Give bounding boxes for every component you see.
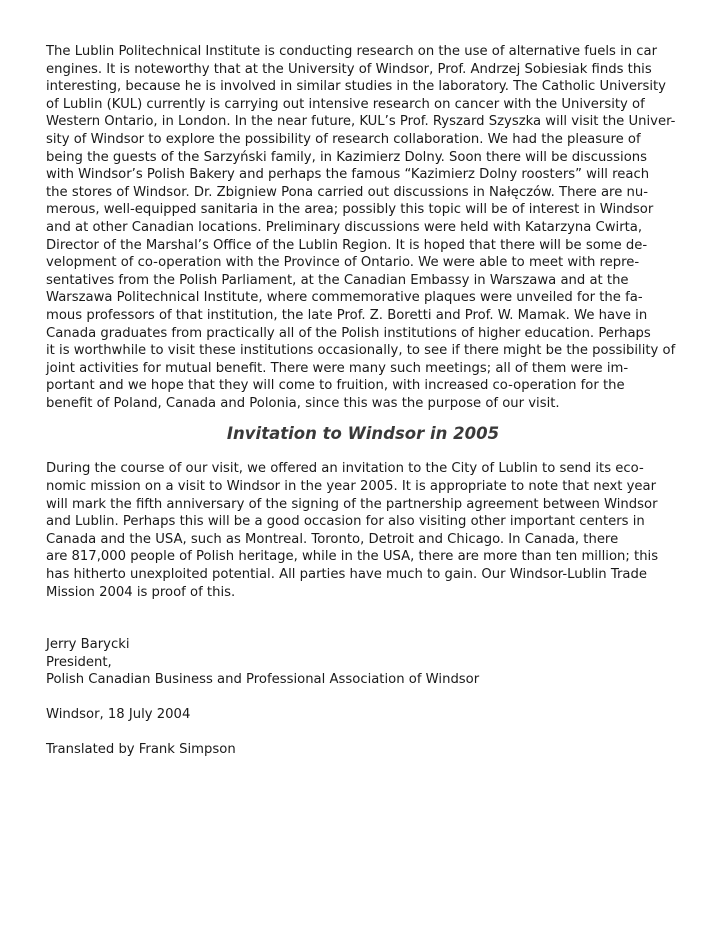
signatory-organization: Polish Canadian Business and Professional Association of Windsor [46, 672, 480, 688]
text-line: velopment of co-operation with the Province of Ontario. We were able to meet with repre- [46, 255, 640, 271]
text-line: Mission 2004 is proof of this. [46, 584, 236, 600]
text-line: and Lublin. Perhaps this will be a good occasion for also visiting other important centers in [46, 514, 645, 530]
text-line: with Windsor’s Polish Bakery and perhaps the famous “Kazimierz Dolny roosters” will reach [46, 167, 650, 183]
text-line: the stores of Windsor. Dr. Zbigniew Pona carried out discussions in Nałęczów. There are nu- [46, 184, 648, 200]
text-line: interesting, because he is involved in similar studies in the laboratory. The Catholic University [46, 79, 666, 95]
section-heading: Invitation to Windsor in 2005 [226, 424, 500, 444]
text-line: Director of the Marshal’s Office of the Lublin Region. It is hoped that there will be some de- [46, 237, 648, 253]
document-page [46, 43, 680, 758]
text-line: mous professors of that institution, the late Prof. Z. Boretti and Prof. W. Mamak. We have in [46, 307, 648, 323]
text-line: will mark the fifth anniversary of the signing of the partnership agreement between Windsor [46, 496, 658, 512]
text-line: engines. It is noteworthy that at the University of Windsor, Prof. Andrzej Sobiesiak finds this [46, 61, 652, 77]
signatory-title: President, [46, 654, 112, 670]
text-line: nomic mission on a visit to Windsor in the year 2005. It is appropriate to note that next year [46, 479, 657, 495]
signature-block [46, 636, 680, 689]
text-line: and at other Canadian locations. Preliminary discussions were held with Katarzyna Cwirta, [46, 219, 643, 235]
text-line: being the guests of the Sarzyński family, in Kazimierz Dolny. Soon there will be discussions [46, 149, 648, 165]
text-line: portant and we hope that they will come to fruition, with increased co-operation for the [46, 378, 625, 394]
translator-credit: Translated by Frank Simpson [46, 741, 236, 757]
text-line: Warszawa Politechnical Institute, where commemorative plaques were unveiled for the fa- [46, 290, 643, 306]
body-paragraph-invitation [46, 460, 680, 601]
text-line: it is worthwhile to visit these institutions occasionally, to see if there might be the possibility of [46, 343, 676, 359]
body-paragraph-research [46, 43, 680, 412]
text-line: of Lublin (KUL) currently is carrying out intensive research on cancer with the University of [46, 96, 645, 112]
signatory-name: Jerry Barycki [46, 637, 130, 653]
text-line: has hitherto unexploited potential. All parties have much to gain. Our Windsor-Lublin Trade [46, 567, 647, 583]
text-line: merous, well-equipped sanitaria in the area; possibly this topic will be of interest in Windsor [46, 202, 654, 218]
place-and-date: Windsor, 18 July 2004 [46, 707, 191, 722]
text-line: Canada and the USA, such as Montreal. Toronto, Detroit and Chicago. In Canada, there [46, 531, 619, 547]
text-line: benefit of Poland, Canada and Polonia, since this was the purpose of our visit. [46, 395, 560, 411]
text-line: sentatives from the Polish Parliament, at the Canadian Embassy in Warszawa and at the [46, 272, 629, 288]
text-line: joint activities for mutual benefit. There were many such meetings; all of them were im- [46, 360, 629, 376]
text-line: Canada graduates from practically all of the Polish institutions of higher education. Perhaps [46, 325, 651, 341]
text-line: Western Ontario, in London. In the near future, KUL’s Prof. Ryszard Szyszka will visit the Univer- [46, 114, 676, 130]
text-line: The Lublin Politechnical Institute is conducting research on the use of alternative fuels in car [46, 44, 658, 59]
text-line: are 817,000 people of Polish heritage, while in the USA, there are more than ten million; this [46, 549, 659, 565]
text-line: sity of Windsor to explore the possibility of research collaboration. We had the pleasure of [46, 131, 641, 147]
text-line: During the course of our visit, we offered an invitation to the City of Lublin to send its eco- [46, 461, 644, 477]
